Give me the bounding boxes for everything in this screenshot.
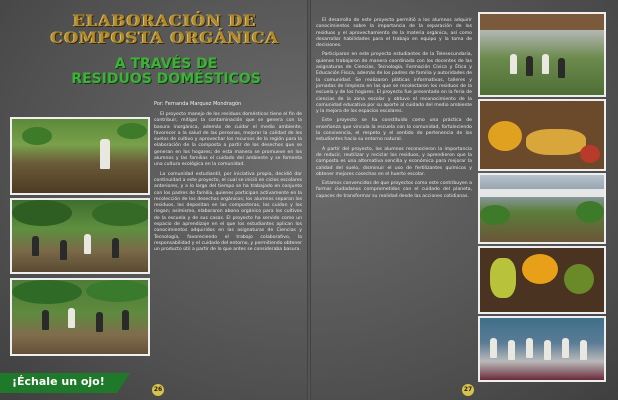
right-column-text	[316, 18, 472, 203]
photo-organic-waste	[478, 99, 606, 171]
photo-foliage	[576, 201, 604, 223]
article-subtitle	[68, 57, 264, 87]
photo-students-garden	[10, 278, 150, 356]
photo-compost-beds	[478, 173, 606, 244]
photo-person	[558, 58, 565, 78]
photo-wood-sign	[480, 14, 604, 30]
photo-person	[60, 240, 67, 260]
photo-foliage	[117, 123, 147, 139]
photo-student-with-shovel	[10, 117, 150, 195]
page-gutter	[307, 0, 311, 400]
photo-foliage	[12, 200, 72, 226]
paragraph: El proyecto manejo de los residuos domésticos tiene el fin de contribuir, mitigar la contaminación que se genera con la basura inorgánica, además de cuidar el medio ambiente, favorecer a la salud de las personas, mejorar la calidad de los suelos de cultivo y aprovechar los recursos de la región para la elaboración de la composta a partir de los desechos que se generan en los hogares; de esta manera se promueve en los alumnos y las familias el cuidado del ambiente y se fomenta una cultura ecológica en la comunidad.	[154, 112, 302, 168]
paragraph: La comunidad estudiantil, por iniciativa propia, decidió dar continuidad a este proyecto, el cual se inició en ciclos escolares anteriores, y a lo largo del tiempo se ha trabajado en conjunto con los padres de familia, quienes participan activamente en la recolección de los desechos orgánicos; los alumnos separan los residuos, los depositan en las composteras, los cuidan y los riegan; asimismo, elaboraron abono orgánico para los cultivos de la escuela y de sus casas. El proyecto ha servido como un espacio de aprendizaje en el que los estudiantes aplican los conocimientos adquiridos en las asignaturas de Ciencias y Tecnología, favoreciendo el trabajo colaborativo, la responsabilidad y el cuidado del entorno, y permitiendo obtener un producto útil a partir de lo que antes se consideraba basura.	[154, 171, 302, 253]
photo-person	[542, 54, 549, 74]
photo-person	[84, 234, 91, 254]
photo-person	[526, 338, 533, 358]
photo-person	[544, 340, 551, 360]
article-title	[50, 12, 280, 46]
photo-fruit	[488, 121, 522, 151]
photo-foliage	[12, 280, 82, 304]
photo-orange	[522, 254, 558, 284]
photo-person	[580, 340, 587, 360]
subtitle-line-1: A TRAVÉS DE	[114, 56, 218, 72]
photo-person	[32, 236, 39, 256]
photo-person	[490, 338, 497, 358]
photo-foliage	[22, 127, 52, 145]
paragraph: Este proyecto se ha constituido como una práctica de enseñanza que vincula la escuela con la comunidad, fortaleciendo la convivencia, el respeto y el sentido de pertenencia de los estudiantes hacia su entorno natural.	[316, 118, 472, 143]
photo-person	[510, 54, 517, 74]
paragraph: El desarrollo de este proyecto permitió a los alumnos adquirir conocimientos sobre la importancia de la separación de los residuos y el aprovechamiento de la materia orgánica, así como desarrollar habilidades para el trabajo en equipo y la toma de decisiones.	[316, 18, 472, 49]
page-number-left: 26	[152, 384, 164, 396]
photo-banana-peel	[490, 258, 516, 298]
photo-person	[508, 340, 515, 360]
photo-group-digging	[10, 198, 150, 274]
photo-person	[112, 238, 119, 258]
photo-foliage	[86, 280, 150, 302]
photo-person	[526, 56, 533, 76]
photo-person	[562, 338, 569, 358]
page-number-right: 27	[462, 384, 474, 396]
title-line-2: COMPOSTA ORGÁNICA	[50, 28, 280, 47]
photo-student-group	[478, 316, 606, 382]
title-line-1: ELABORACIÓN DE	[73, 11, 257, 30]
section-banner-label: ¡Échale un ojo!	[12, 375, 105, 388]
photo-person	[68, 308, 75, 328]
photo-fruit	[580, 145, 600, 163]
photo-person	[100, 139, 110, 169]
subtitle-line-2: RESIDUOS DOMÉSTICOS	[71, 71, 261, 87]
photo-fruit-peels	[478, 246, 606, 314]
photo-foliage	[92, 202, 150, 226]
photo-foliage	[480, 205, 510, 225]
left-column-text	[154, 112, 302, 257]
paragraph: Participaron en este proyecto estudiantes de la Telesecundaria, quienes trabajaron de manera coordinada con los docentes de las asignaturas de Ciencias, Tecnología, Formación Cívica y Ética y Educación Física, además de los padres de familia y autoridades de la comunidad. Se realizaron pláticas informativas, talleres y jornadas de limpieza en las que se recolectaron los residuos de la escuela y de los hogares. El proyecto fue presentado en la feria de ciencias de la zona escolar y obtuvo el reconocimiento de la comunidad educativa por su aporte al cuidado del medio ambiente y la mejora de los espacios escolares.	[316, 52, 472, 115]
photo-group-greenhouse	[478, 12, 606, 97]
paragraph: Estamos convencidos de que proyectos como este contribuyen a formar ciudadanos comprometidos con el cuidado del planeta, capaces de transformar su realidad desde las acciones cotidianas.	[316, 181, 472, 199]
photo-fruit	[564, 264, 594, 294]
article-byline: Por: Fernanda Marquez Mondragón	[154, 101, 242, 107]
photo-banana-peel	[526, 129, 586, 155]
photo-shade-cover	[480, 189, 604, 197]
photo-person	[96, 312, 103, 332]
photo-person	[42, 310, 49, 330]
photo-person	[122, 310, 129, 330]
paragraph: A partir del proyecto, los alumnos reconocieron la importancia de reducir, reutilizar y reciclar los residuos, y aprendieron que la composta es una alternativa sencilla y económica para mejorar la calidad del suelo, disminuir el uso de fertilizantes químicos y obtener mejores cosechas en el huerto escolar.	[316, 146, 472, 177]
